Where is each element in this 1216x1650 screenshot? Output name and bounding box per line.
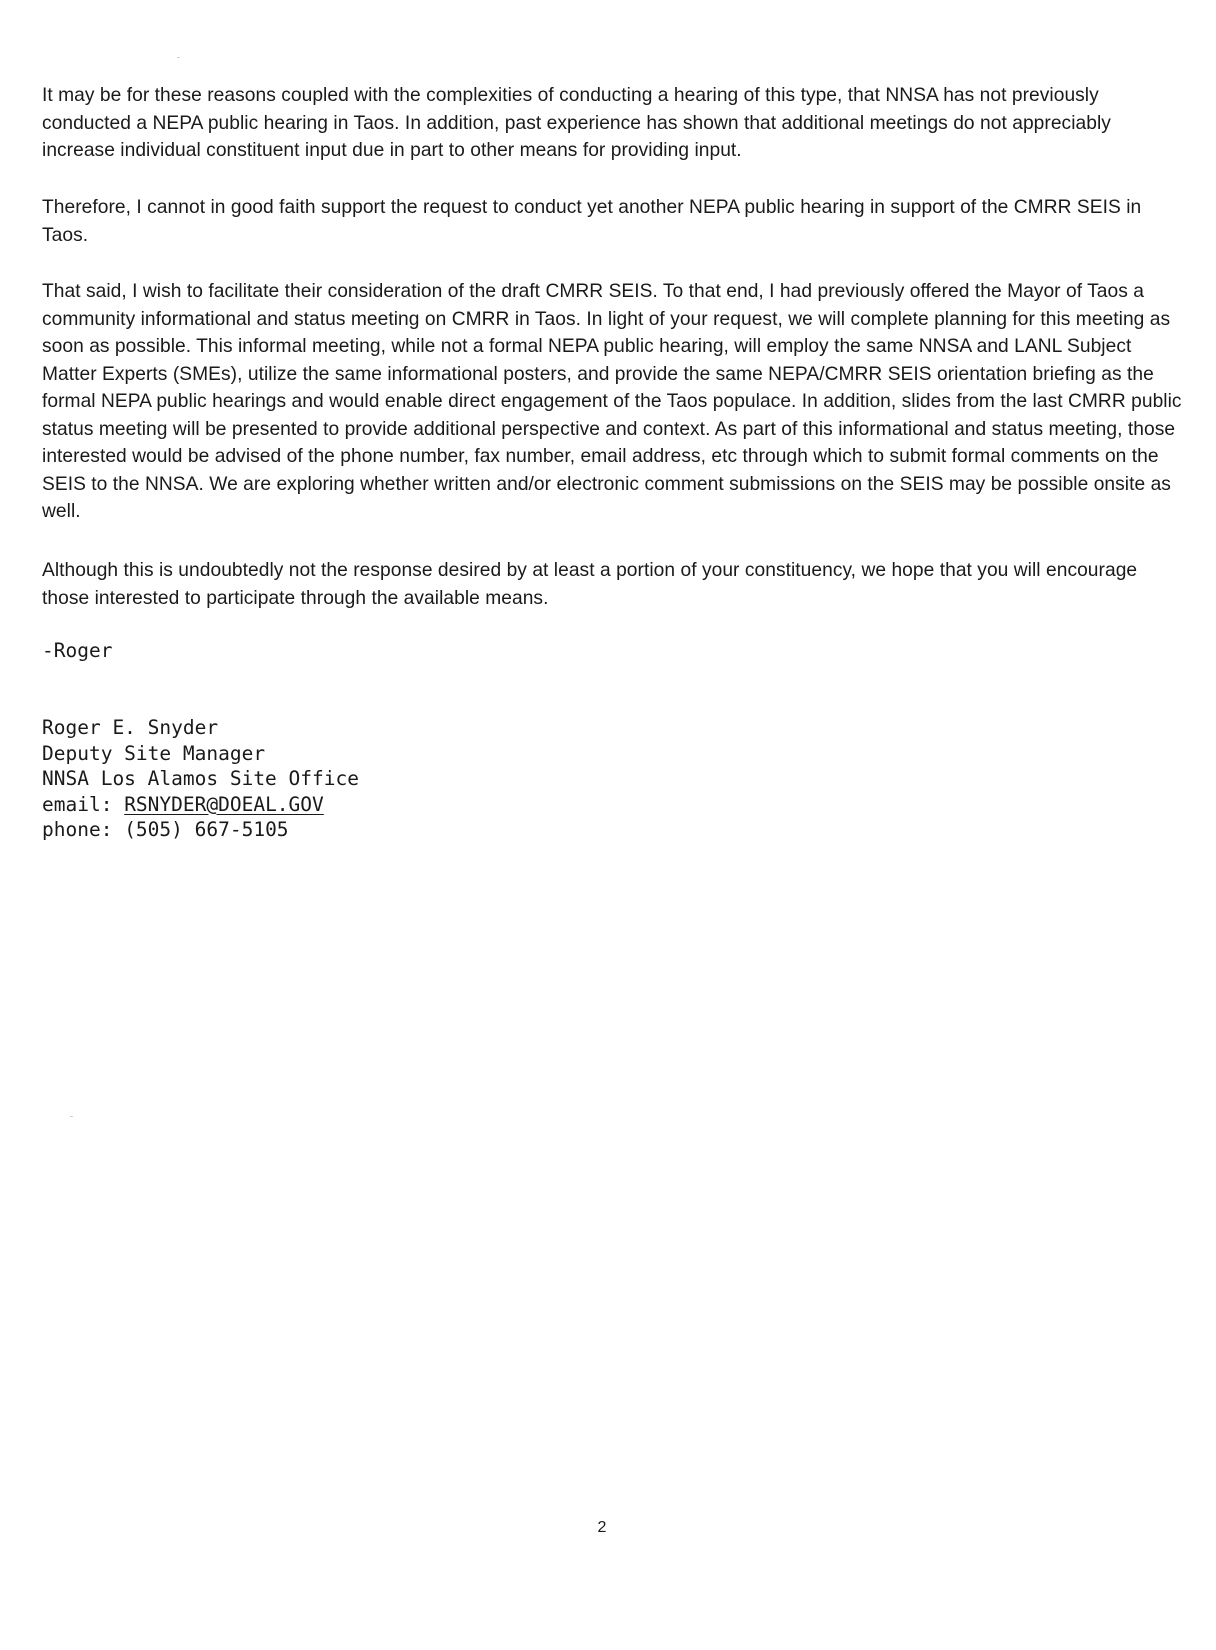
signer-title: Deputy Site Manager	[42, 741, 266, 765]
signer-name: Roger E. Snyder	[42, 716, 219, 739]
page-number: 2	[597, 1519, 607, 1536]
body-paragraph: It may be for these reasons coupled with the complexities of conducting a hearing of this type, that NNSA has not previously conducted a NEPA public hearing in Taos. In addition, past experience has shown that additional meetings do not appreciably increase individual constituent input due in part to other means for providing input.	[42, 85, 1111, 161]
phone-label: phone:	[42, 818, 125, 841]
body-paragraph: Although this is undoubtedly not the response desired by at least a portion of your constituency, we hope that you will encourage those interested to participate through the available means.	[42, 560, 1138, 609]
signature-block	[42, 715, 359, 843]
sign-off: -Roger	[42, 639, 113, 662]
email-line	[42, 792, 359, 818]
email-label: email:	[42, 792, 125, 816]
email-link[interactable]: RSNYDER@DOEAL.GOV	[124, 792, 324, 816]
phone-line	[42, 817, 359, 843]
scan-speck	[177, 57, 180, 58]
scan-speck	[70, 1116, 73, 1117]
body-paragraph: That said, I wish to facilitate their consideration of the draft CMRR SEIS. To that end, I had previously offered the Mayor of Taos a community informational and status meeting on CMRR in Taos. In light of your request, we will complete planning for this meeting as soon as possible. This informal meeting, while not a formal NEPA public hearing, will employ the same NNSA and LANL Subject Matter Experts (SMEs), utilize the same informational posters, and provide the same NEPA/CMRR SEIS orientation briefing as the formal NEPA public hearings and would enable direct engagement of the Taos populace. In addition, slides from the last CMRR public status meeting will be presented to provide additional perspective and context. As part of this informational and status meeting, those interested would be advised of the phone number, fax number, email address, etc through which to submit formal comments on the SEIS to the NNSA. We are exploring whether written and/or electronic comment submissions on the SEIS may be possible onsite as well.	[42, 281, 1182, 522]
phone-number: (505) 667-5105	[124, 818, 289, 841]
body-paragraph: Therefore, I cannot in good faith support the request to conduct yet another NEPA public hearing in support of the CMRR SEIS in Taos.	[42, 197, 1142, 246]
signer-office: NNSA Los Alamos Site Office	[42, 767, 359, 790]
